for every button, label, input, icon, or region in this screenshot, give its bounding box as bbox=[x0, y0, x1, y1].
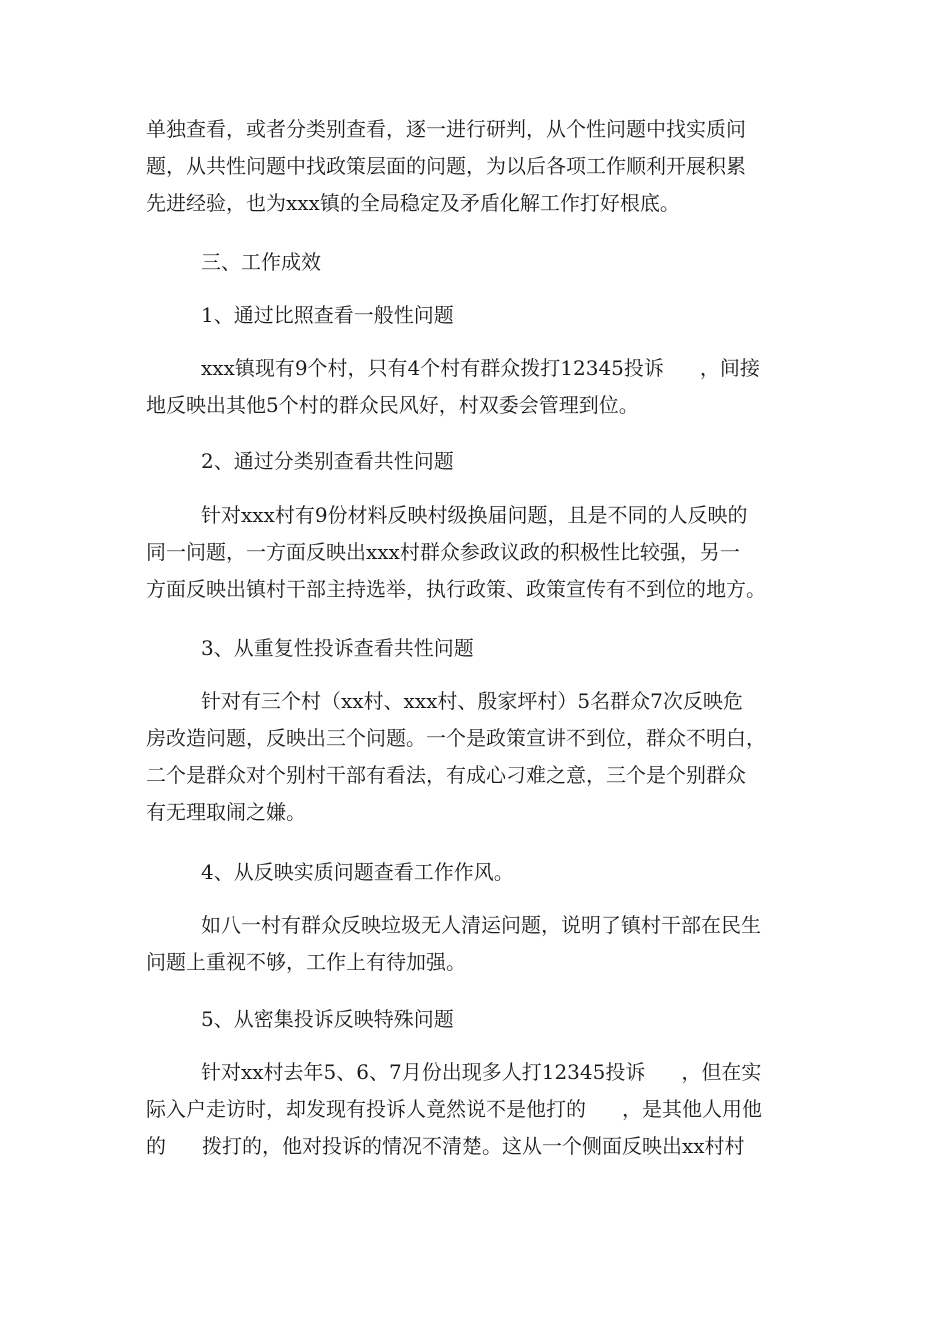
section-heading-results: 三、工作成效 bbox=[201, 250, 321, 274]
text-line: 针对xx村去年5、6、7月份出现多人打12345投诉 ，但在实 bbox=[201, 1060, 762, 1084]
paragraph-item-1 bbox=[146, 350, 806, 424]
paragraph-method bbox=[146, 111, 806, 222]
item-title-1: 1、通过比照查看一般性问题 bbox=[201, 303, 454, 327]
text-line: 问题上重视不够，工作上有待加强。 bbox=[146, 950, 466, 974]
text-line: 的 拨打的，他对投诉的情况不清楚。这从一个侧面反映出xx村村 bbox=[146, 1134, 745, 1158]
item-title-2: 2、通过分类别查看共性问题 bbox=[201, 449, 454, 473]
text-line: 方面反映出镇村干部主持选举，执行政策、政策宣传有不到位的地方。 bbox=[146, 577, 766, 601]
paragraph-item-4 bbox=[146, 907, 806, 981]
text-line: 先进经验，也为xxx镇的全局稳定及矛盾化解工作打好根底。 bbox=[146, 191, 680, 215]
item-title-5: 5、从密集投诉反映特殊问题 bbox=[201, 1007, 454, 1031]
paragraph-item-5 bbox=[146, 1054, 806, 1165]
text-line: 题，从共性问题中找政策层面的问题，为以后各项工作顺利开展积累 bbox=[146, 154, 746, 178]
paragraph-item-3 bbox=[146, 683, 806, 831]
text-line: 有无理取闹之嫌。 bbox=[146, 800, 306, 824]
text-line: 如八一村有群众反映垃圾无人清运问题，说明了镇村干部在民生 bbox=[201, 913, 761, 937]
item-title-3: 3、从重复性投诉查看共性问题 bbox=[201, 636, 474, 660]
text-line: 地反映出其他5个村的群众民风好，村双委会管理到位。 bbox=[146, 393, 639, 417]
text-line: 房改造问题，反映出三个问题。一个是政策宣讲不到位，群众不明白， bbox=[146, 726, 766, 750]
text-line: 际入户走访时，却发现有投诉人竟然说不是他打的 ，是其他人用他 bbox=[146, 1097, 762, 1121]
paragraph-item-2 bbox=[146, 497, 806, 608]
text-line: xxx镇现有9个村，只有4个村有群众拨打12345投诉 ，间接 bbox=[201, 356, 760, 380]
item-title-4: 4、从反映实质问题查看工作作风。 bbox=[201, 860, 514, 884]
text-line: 二个是群众对个别村干部有看法，有成心刁难之意，三个是个别群众 bbox=[146, 763, 746, 787]
text-line: 针对有三个村（xx村、xxx村、殷家坪村）5名群众7次反映危 bbox=[201, 689, 743, 713]
text-line: 单独查看，或者分类别查看，逐一进行研判，从个性问题中找实质问 bbox=[146, 117, 746, 141]
text-line: 针对xxx村有9份材料反映村级换届问题，且是不同的人反映的 bbox=[201, 503, 748, 527]
text-line: 同一问题，一方面反映出xxx村群众参政议政的积极性比较强，另一 bbox=[146, 540, 740, 564]
